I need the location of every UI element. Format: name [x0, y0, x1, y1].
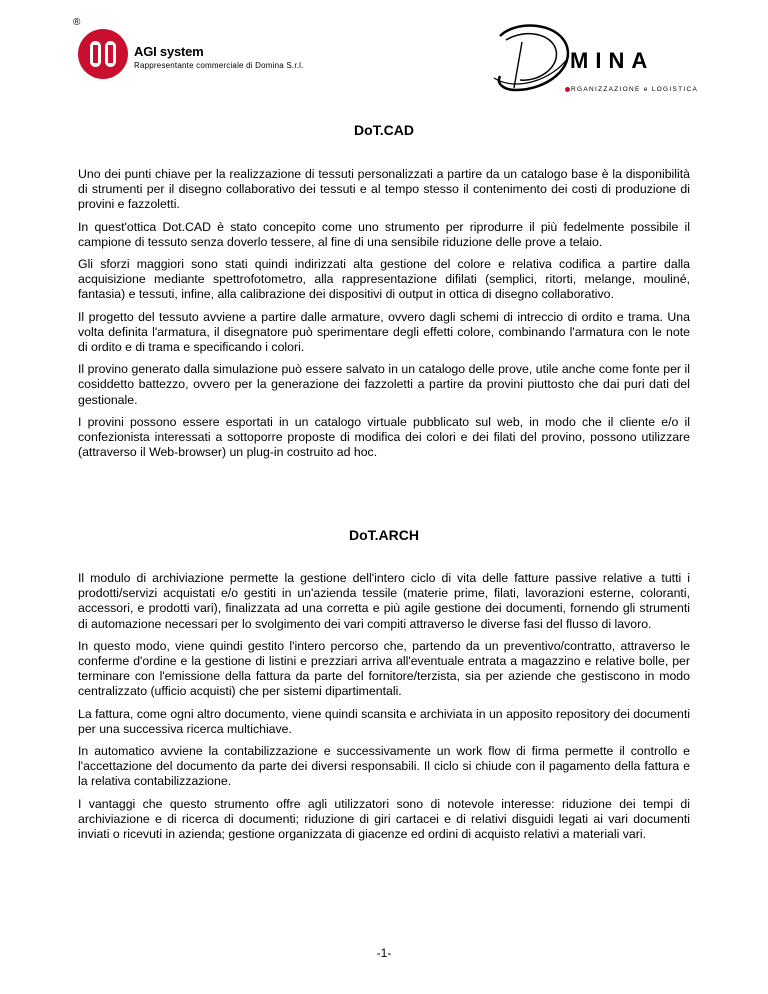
page-number: -1-	[376, 946, 392, 960]
agi-company-subtitle: Rappresentante commerciale di Domina S.r.l.	[134, 61, 304, 70]
domina-tagline-text: RGANIZZAZIONE e LOGISTICA	[571, 86, 699, 93]
paragraph: In quest'ottica Dot.CAD è stato concepito come uno strumento per riprodurre il più fedelmente possibile il campione di tessuto senza doverlo tessere, al fine di una sensibile riduzione delle prove a telaio.	[78, 219, 690, 249]
paragraph: Gli sforzi maggiori sono stati quindi indirizzati alta gestione del colore e relativa codifica a partire dalla acquisizione mediante spettrofotometro, alla rappresentazione difilati (semplici, ritorti, melange, mouliné, fantasia) e tessuti, infine, alla calibrazione dei dispositivi di output in ottica di disegno collaborativo.	[78, 257, 690, 302]
section-title-dotcad: DoT.CAD	[354, 122, 414, 138]
paragraph: Il modulo di archiviazione permette la gestione dell'intero ciclo di vita delle fatture passive relative a tutti i prodotti/servizi acquistati e/o gestiti in un'azienda tessile (materie prime, filati, lavorazioni esterne, coloranti, accessori, e prodotti vari), finalizzata ad una corretta e più agile gestione dei documenti, fornendo gli strumenti di automazione necessari per lo svolgimento dei vari compiti attraverso le diverse fasi del flusso di lavoro.	[78, 571, 690, 631]
paragraph: Uno dei punti chiave per la realizzazione di tessuti personalizzati a partire da un catalogo base è la disponibilità di strumenti per il disegno collaborativo dei tessuti e al tempo stesso il contenimento dei costi di produzione di provini e fazzoletti.	[78, 167, 690, 212]
paragraph: In questo modo, viene quindi gestito l'intero percorso che, partendo da un preventivo/contratto, attraverso le conferme d'ordine e la gestione di listini e prezziari arriva all'eventuale entrata a magazzino e relative bolle, per terminare con l'emissione della fattura da parte del fornitore/terzista, sia per aziende che gestiscono in modo centralizzato (ufficio acquisti) che per sistemi dipartimentali.	[78, 638, 690, 699]
section-body-dotcad	[78, 167, 690, 467]
domina-tagline	[565, 86, 698, 93]
domina-brand-name: MINA	[570, 48, 655, 73]
paragraph: I provini possono essere esportati in un catalogo virtuale pubblicato sul web, in modo che il cliente e/o il confezionista interessati a sottoporre proposte di modifica dei colori e dei filati del provino, possono utilizzare (attraverso il Web-browser) un plug-in costruito ad hoc.	[78, 414, 690, 460]
paragraph: Il progetto del tessuto avviene a partire dalle armature, ovvero dagli schemi di intreccio di ordito e trama. Una volta definita l'armatura, il disegnatore può sperimentare degli effetti colore, combinando l'armatura con le note di ordito e di trama e specificando i colori.	[78, 309, 690, 355]
paragraph: I vantaggi che questo strumento offre agli utilizzatori sono di notevole interesse: riduzione dei tempi di archiviazione e di ricerca di documenti; riduzione di giri cartacei e di relativi disguidi legati ai vari documenti inviati o ricevuti in azienda; gestione organizzata di giacenze ed ordini di acquisto relativi a materiali vari.	[78, 796, 690, 842]
section-title-dotarch: DoT.ARCH	[349, 527, 419, 543]
registered-mark: ®	[73, 17, 81, 28]
agi-logo-icon	[77, 28, 129, 80]
section-body-dotarch	[78, 571, 690, 849]
paragraph: La fattura, come ogni altro documento, viene quindi scansita e archiviata in un apposito repository dei documenti per una successiva ricerca multichiave.	[78, 706, 690, 736]
paragraph: Il provino generato dalla simulazione può essere salvato in un catalogo delle prove, utile anche come fonte per il cosiddetto battezzo, ovvero per la generazione dei fazzoletti a partire da provini piuttosto che dai puri dati del gestionale.	[78, 362, 690, 407]
agi-company-name: AGI system	[134, 44, 204, 59]
red-dot-icon	[565, 87, 570, 92]
paragraph: In automatico avviene la contabilizzazione e successivamente un work flow di firma permette il controllo e l'accettazione del documento da parte dei diversi responsabili. Il ciclo si chiude con il pagamento della fattura e la relativa contabilizzazione.	[78, 744, 690, 789]
